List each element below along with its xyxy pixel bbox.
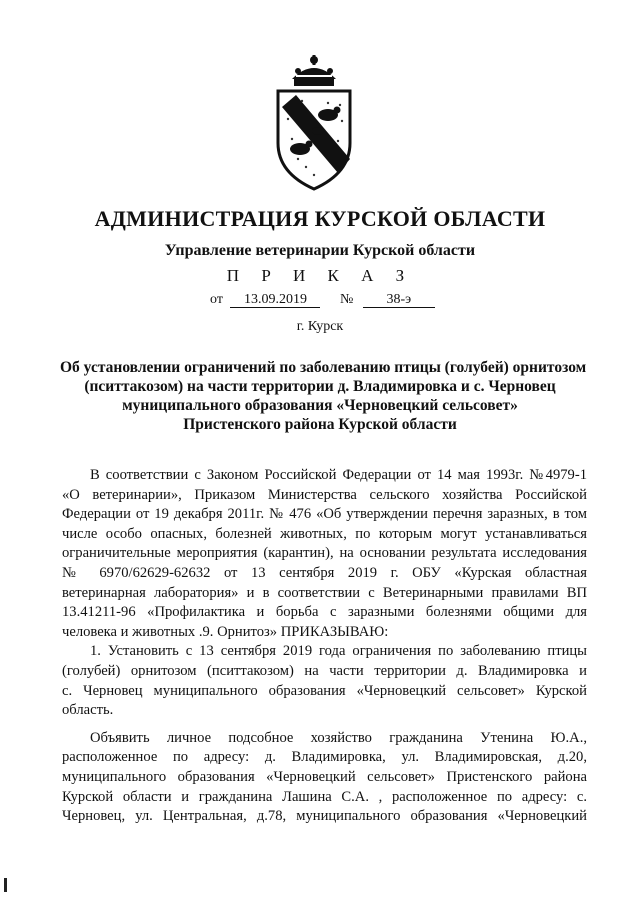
body-line: Курской области и гражданина Лашина С.А. , расположенное по адресу: с. xyxy=(62,788,587,805)
body-line: область. xyxy=(62,702,114,719)
body-line: ограничительные мероприятия (карантин), на основании результата исследования xyxy=(62,545,587,562)
kursk-coat-of-arms-icon xyxy=(258,55,370,193)
order-date: 13.09.2019 xyxy=(230,292,320,308)
body-line: числе особо опасных, болезней животных, по которым могут устанавливаться xyxy=(62,525,587,542)
date-prefix: от xyxy=(210,292,223,307)
body-line: ветеринарная лаборатория» и в соответствии с Ветеринарными правилами ВП xyxy=(62,584,587,601)
title-line: (пситтакозом) на части территории д. Владимировка и с. Черновец xyxy=(84,378,556,395)
title-line: Пристенского района Курской области xyxy=(183,416,457,433)
body-line: с. Черновец муниципального образования «Черновецкий сельсовет» Курской xyxy=(62,682,587,699)
body-line: муниципального образования «Черновецкий сельсовет» Пристенского района xyxy=(62,768,587,785)
title-line: Об установлении ограничений по заболеванию птицы (голубей) орнитозом xyxy=(60,359,587,376)
declaration-paragraph xyxy=(62,729,587,827)
date-number-line xyxy=(210,292,435,308)
title-line: муниципального образования «Черновецкий сельсовет» xyxy=(122,397,518,414)
scan-edge-mark xyxy=(4,878,7,892)
body-line: человека и животных .9. Орнитоз» ПРИКАЗЫВАЮ: xyxy=(62,623,389,640)
order-number: 38-э xyxy=(363,292,435,308)
number-prefix: № xyxy=(339,292,354,307)
preamble-paragraph xyxy=(62,466,587,642)
body-line: Федерации от 19 декабря 2011г. № 476 «Об утверждении перечня заразных, в том xyxy=(62,506,587,523)
body-line: Объявить личное подсобное хозяйство гражданина Утенина Ю.А., xyxy=(90,729,587,746)
body-line: «О ветеринарии», Приказом Министерства сельского хозяйства Российской xyxy=(62,486,587,503)
city-name: г. Курск xyxy=(296,319,344,334)
clause-1-paragraph xyxy=(62,642,587,720)
order-title xyxy=(60,358,587,434)
body-line: В соответствии с Законом Российской Федерации от 14 мая 1993г. №4979-1 xyxy=(90,467,587,483)
order-body xyxy=(62,466,587,827)
department-name: Управление ветеринарии Курской области xyxy=(164,242,476,259)
body-line: расположенное по адресу: д. Владимировка, ул. Владимировская, д.20, xyxy=(62,749,587,766)
body-line: № 6970/62629-62632 от 13 сентября 2019 г. ОБУ «Курская областная xyxy=(62,564,587,581)
body-line: 13.41211-96 «Профилактика и борьба с заразными болезнями общими для xyxy=(62,604,587,621)
document-type: П Р И К А З xyxy=(226,266,414,285)
organization-name: АДМИНИСТРАЦИЯ КУРСКОЙ ОБЛАСТИ xyxy=(94,206,546,231)
body-line: (голубей) орнитозом (пситтакозом) на части территории д. Владимировка и xyxy=(62,662,587,679)
body-line: 1. Установить с 13 сентября 2019 года ограничения по заболеванию птицы xyxy=(90,643,587,660)
body-line: Черновец, ул. Центральная, д.78, муниципального образования «Черновецкий xyxy=(62,808,587,825)
